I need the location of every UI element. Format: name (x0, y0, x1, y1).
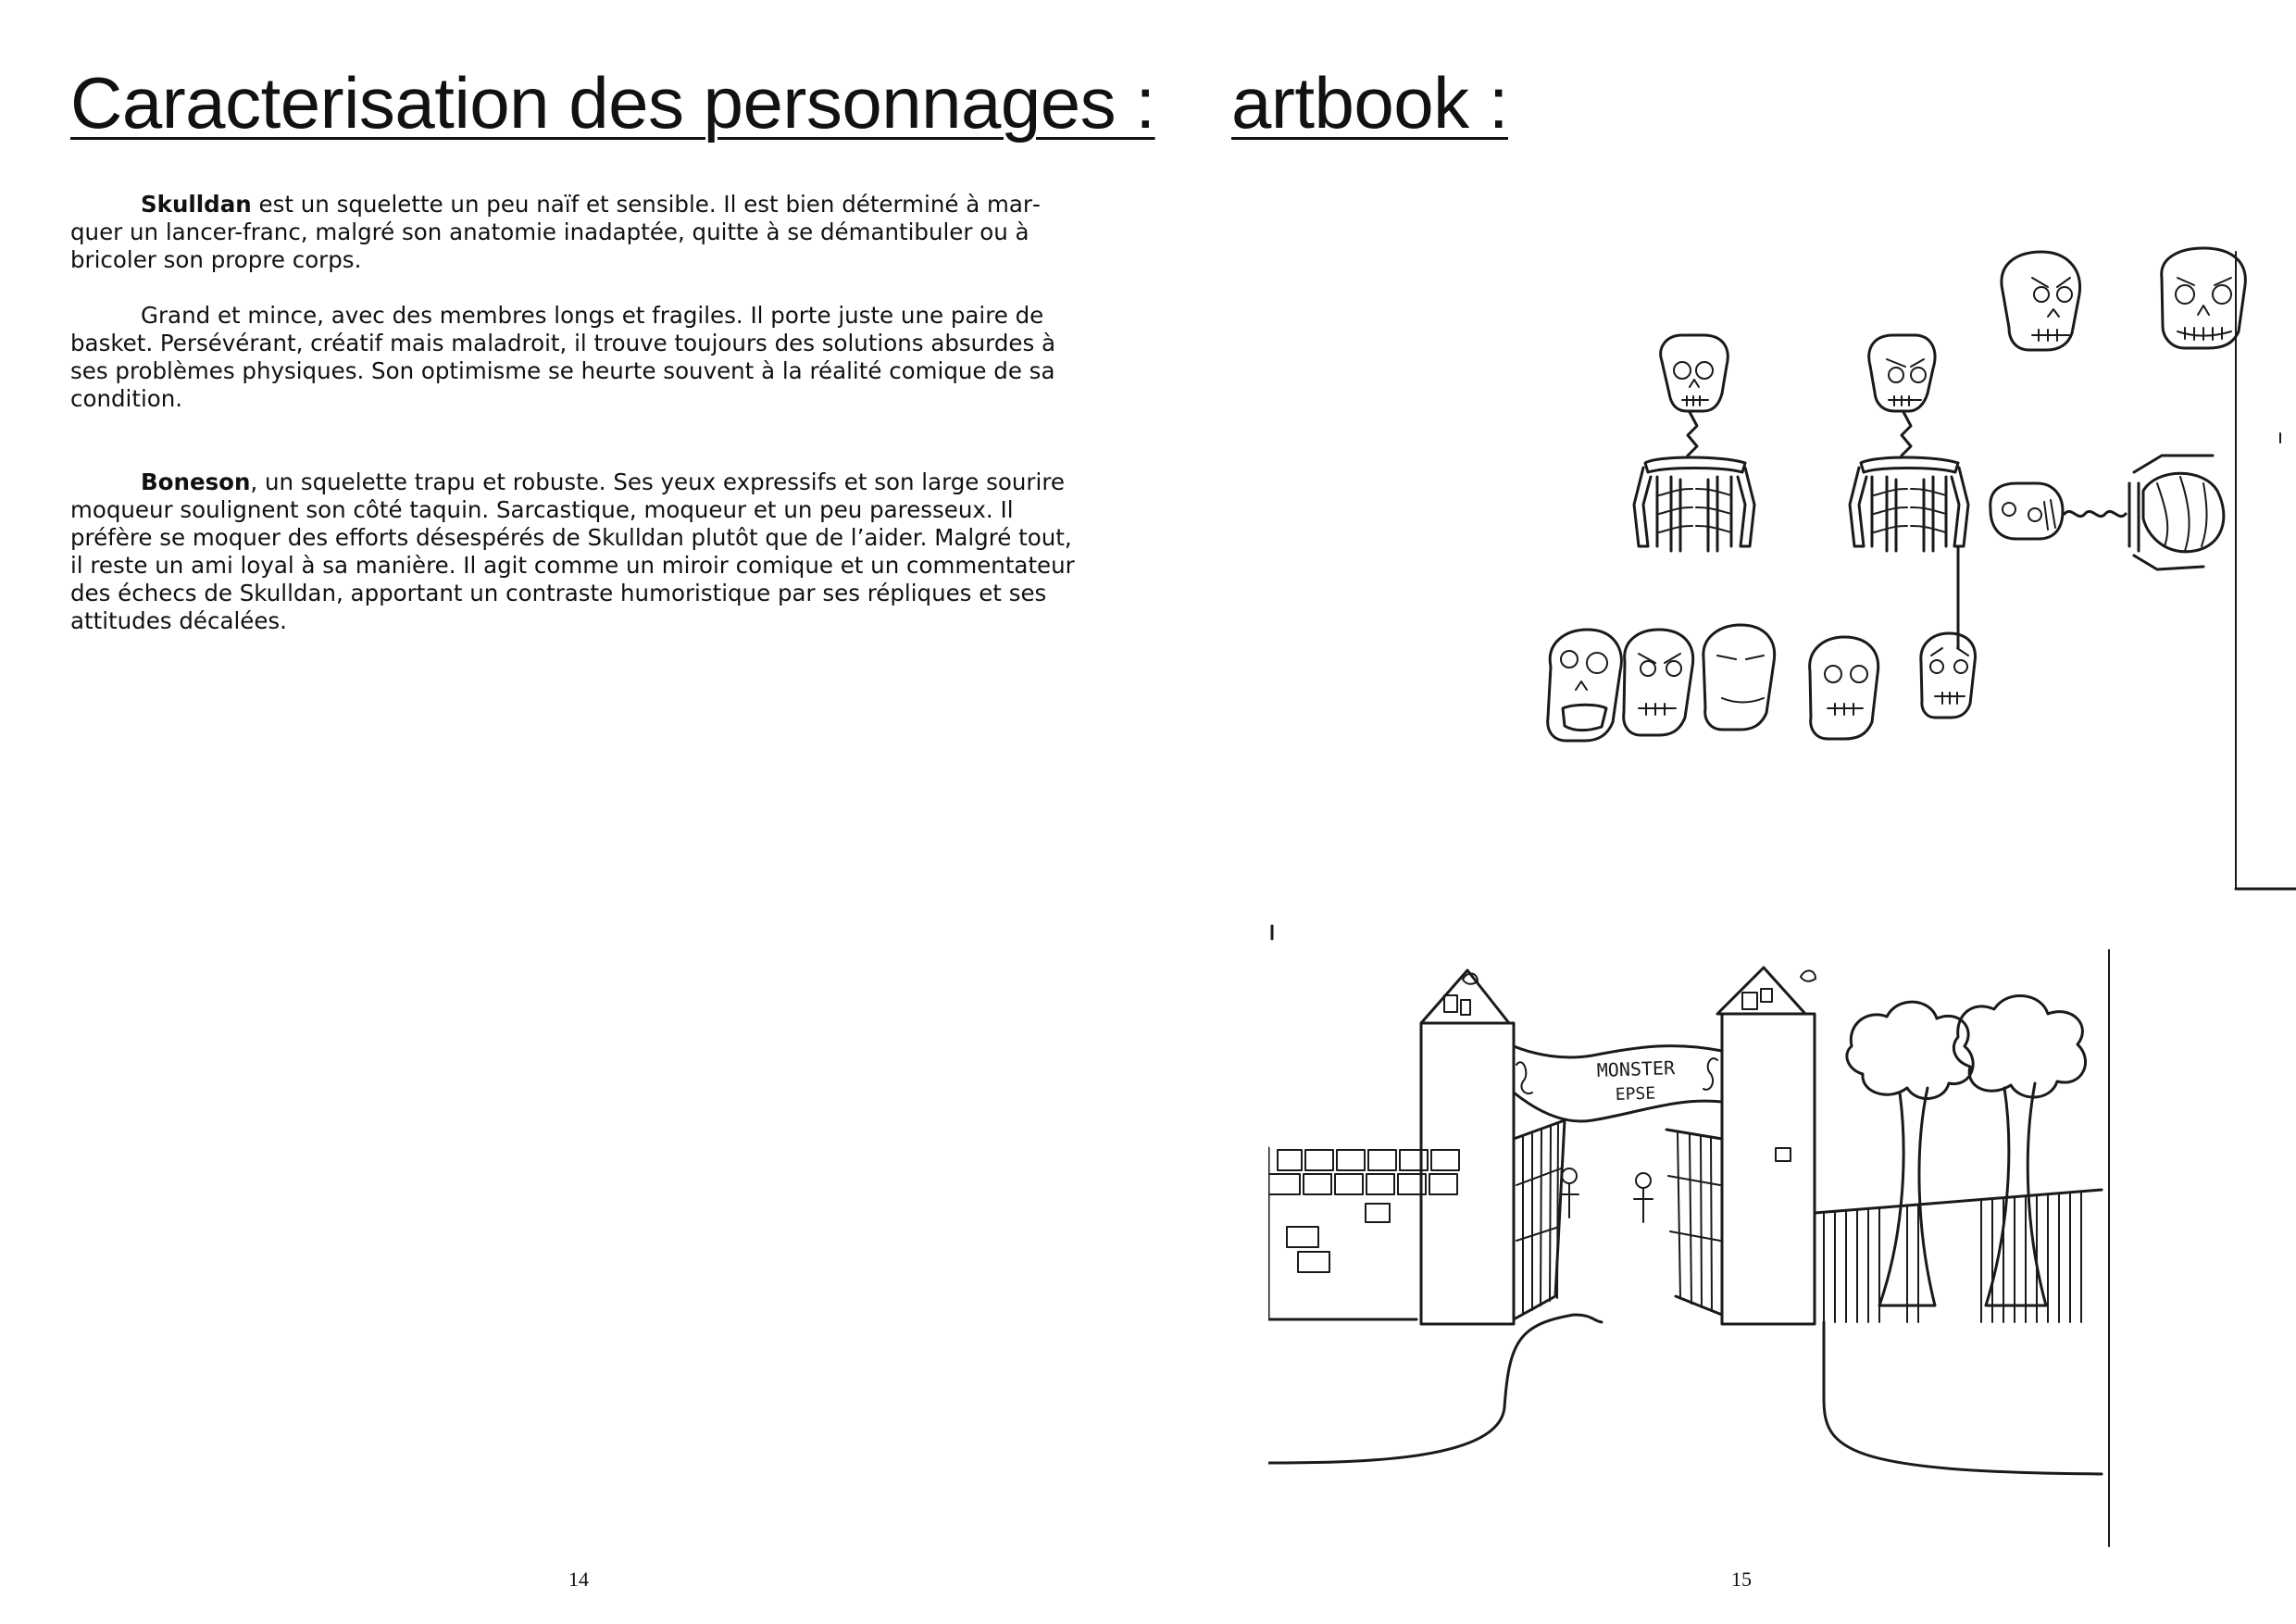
skull-head-grin (2162, 248, 2246, 348)
skull-head-angry-2 (1624, 630, 1693, 735)
skull-head-worried (1810, 637, 1878, 739)
gate-banner-line2: EPSE (1615, 1083, 1656, 1105)
skull-head-shocked (1548, 630, 1622, 741)
paragraph-text: , un squelette trapu et robuste. Ses yeux expressifs et son large sourire moqueur soulignent son côté taquin. Sarcastique, moqueur et un peu paresseux. Il préfère se moquer des efforts désespérés de Skulldan plutôt que de l’aider. Malgré tout, il reste un ami loyal à sa manière. Il agit comme un miroir comique et un commentateur des échecs de Skulldan, apportant un contraste humoristique par ses répliques et ses attitudes décalées. (70, 468, 1075, 634)
right-page-title: artbook : (1231, 62, 1509, 144)
character-name-skulldan: Skulldan (141, 191, 252, 218)
page-number-left: 14 (568, 1568, 589, 1591)
gate-tower-left (1421, 970, 1514, 1324)
skeleton-standing-2 (1850, 335, 1968, 648)
brick-wall-left (1268, 1148, 1459, 1319)
skeleton-sketch-drawing (1268, 241, 2296, 907)
skeleton-lying (1990, 456, 2224, 569)
skull-head-angry (2002, 252, 2080, 350)
right-page (1148, 0, 2296, 1624)
skeleton-standing-1 (1634, 335, 1754, 551)
skull-head-sad (1921, 633, 1976, 718)
paragraph-boneson (70, 468, 1079, 635)
character-name-boneson: Boneson (141, 468, 251, 495)
gate-doors (1514, 1120, 1722, 1319)
gate-banner-line1: MONSTER (1596, 1056, 1676, 1081)
paragraph-skulldan (70, 191, 1079, 274)
tree-right (1953, 995, 2085, 1305)
gate-tower-right (1717, 968, 1815, 1324)
paragraph-text: est un squelette un peu naïf et sensible. Il est bien déterminé à marquer un lancer-franc, malgré son anatomie inadaptée, quitte à se démantibuler ou à bricoler son propre corps. (70, 191, 1041, 273)
school-gate-drawing (1268, 907, 2194, 1555)
paragraph-skulldan-physique (70, 302, 1079, 413)
page-number-right: 15 (1731, 1568, 1752, 1591)
skull-head-squint (1703, 625, 1775, 730)
character-description (70, 191, 1079, 663)
left-page-title: Caracterisation des personnages : (70, 62, 1155, 144)
fence-right (1815, 1190, 2102, 1322)
paragraph-text: Grand et mince, avec des membres longs et fragiles. Il porte juste une paire de basket. Persévérant, créatif mais maladroit, il trouve toujours des solutions absurdes à ses problèmes physiques. Son optimisme se heurte souvent à la réalité comique de sa condition. (70, 302, 1056, 412)
gate-banner (1514, 1046, 1722, 1121)
